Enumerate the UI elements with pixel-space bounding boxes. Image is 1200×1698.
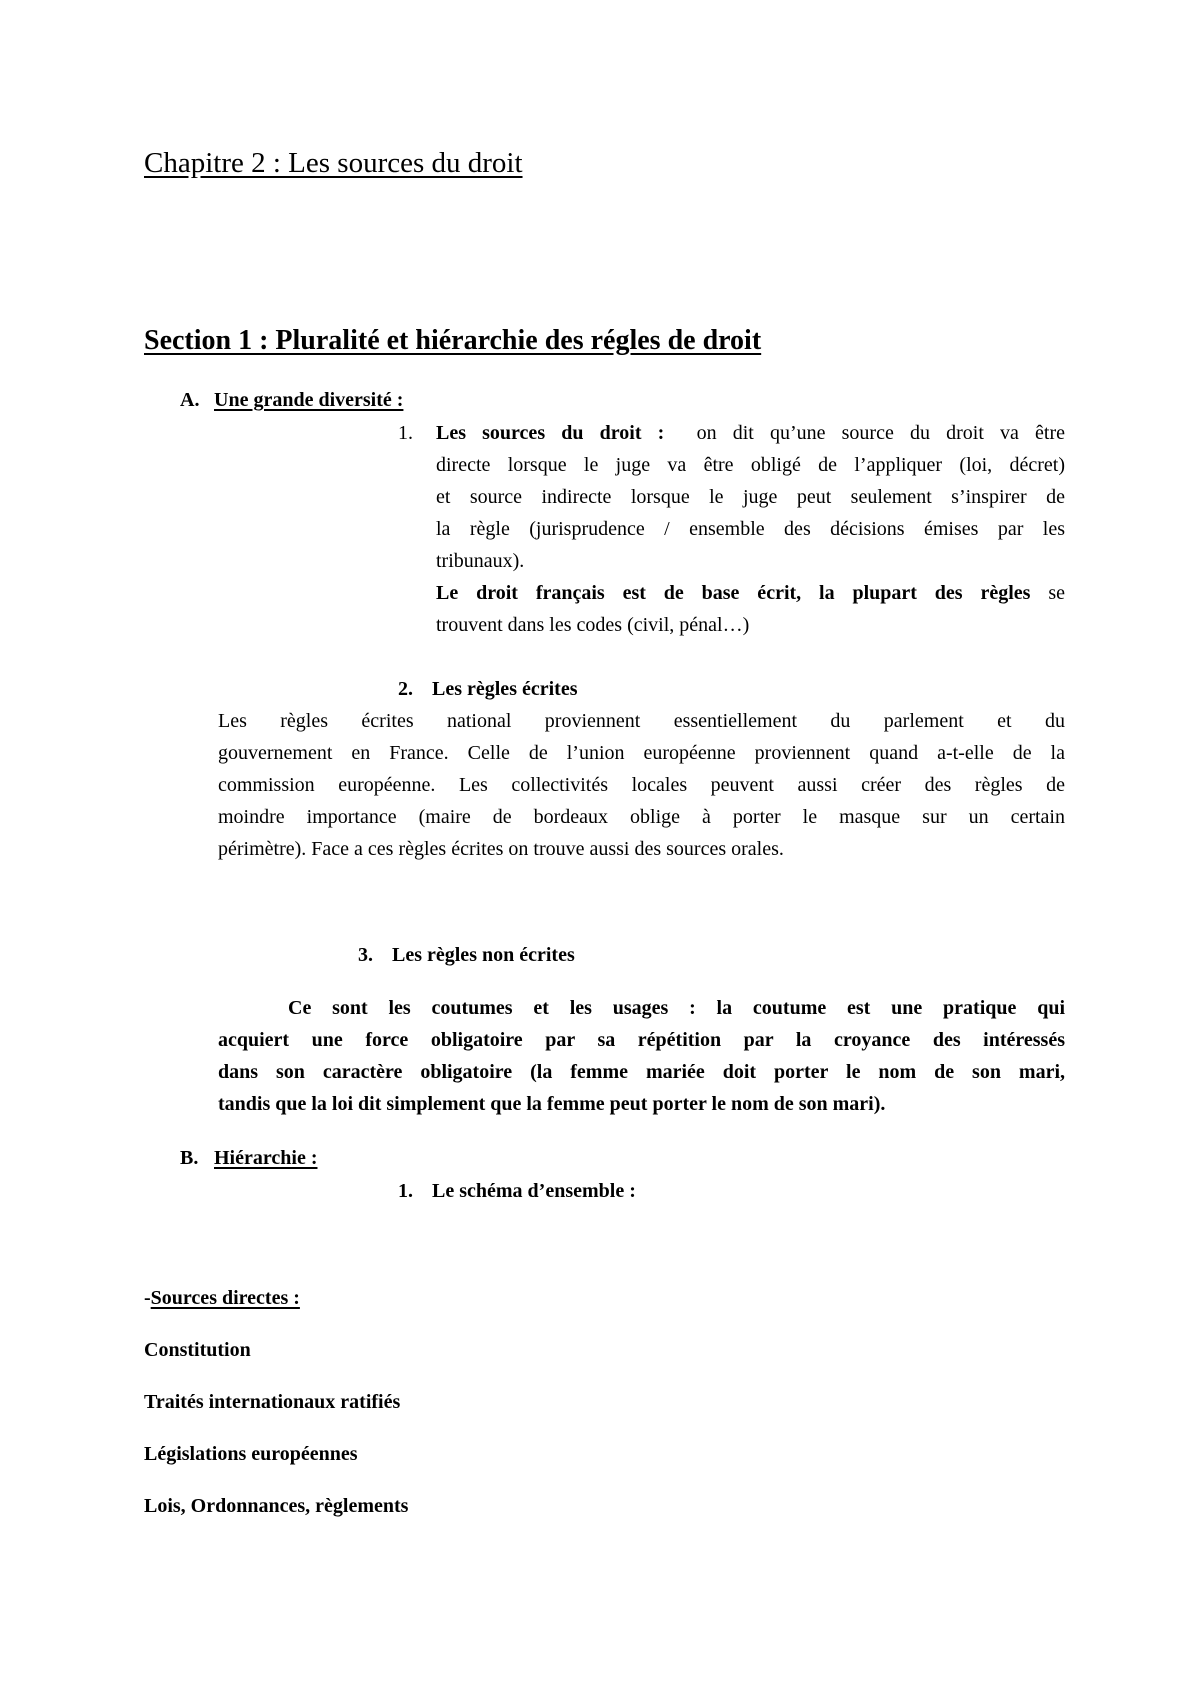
item-2-line: commission européenne. Les collectivités locales peuvent aussi créer des règles de <box>218 774 1065 796</box>
item-2-line: gouvernement en France. Celle de l’union européenne proviennent quand a-t-elle de la <box>218 742 1065 764</box>
part-b-heading <box>180 1142 317 1174</box>
item-1-line: tribunaux). <box>436 550 525 572</box>
part-b-title: Hiérarchie : <box>214 1147 318 1169</box>
item-2-line: Les règles écrites national proviennent essentiellement du parlement et du <box>218 710 1065 732</box>
item-3-line: Ce sont les coutumes et les usages : la coutume est une pratique qui <box>288 997 1065 1019</box>
sources-directes-title: Sources directes : <box>150 1287 300 1309</box>
item-b1-title: Le schéma d’ensemble : <box>432 1180 636 1202</box>
item-1-line: directe lorsque le juge va être obligé de l’appliquer (loi, décret) <box>436 454 1065 476</box>
item-1-bold-lead: Les sources du droit : <box>436 422 665 444</box>
item-b1-marker: 1. <box>398 1180 413 1202</box>
sources-directes-dash: - <box>144 1287 151 1309</box>
item-2-body <box>218 705 1065 865</box>
item-1-bold-sentence: Le droit français est de base écrit, la plupart des règles <box>436 582 1031 604</box>
section-title: Section 1 : Pluralité et hiérarchie des régles de droit <box>144 325 762 356</box>
part-a-marker: A. <box>180 389 200 411</box>
item-3-title: Les règles non écrites <box>392 944 575 966</box>
item-1-line: et source indirecte lorsque le juge peut seulement s’inspirer de <box>436 486 1065 508</box>
item-3-line: acquiert une force obligatoire par sa répétition par la croyance des intéressés <box>218 1029 1065 1051</box>
sources-directes-item: Traités internationaux ratifiés <box>144 1391 401 1413</box>
item-1-marker: 1. <box>398 422 413 444</box>
item-3-line: dans son caractère obligatoire (la femme mariée doit porter le nom de son mari, <box>218 1061 1065 1083</box>
item-1-line: Les sources du droit : on dit qu’une source du droit va être <box>436 422 1065 444</box>
sources-directes-item: Constitution <box>144 1339 251 1361</box>
item-1-line: Le droit français est de base écrit, la plupart des règles se <box>436 582 1065 604</box>
part-b-marker: B. <box>180 1147 199 1169</box>
item-3-heading <box>358 939 575 971</box>
item-2-line: moindre importance (maire de bordeaux oblige à porter le masque sur un certain <box>218 806 1065 828</box>
item-3-marker: 3. <box>358 944 373 966</box>
item-2-heading <box>398 673 577 705</box>
item-2-marker: 2. <box>398 678 413 700</box>
item-1-line: la règle (jurisprudence / ensemble des décisions émises par les <box>436 518 1065 540</box>
sources-directes-heading <box>144 1282 300 1314</box>
sources-directes-item: Lois, Ordonnances, règlements <box>144 1495 409 1517</box>
item-2-title: Les règles écrites <box>432 678 578 700</box>
item-1-body <box>436 417 1065 641</box>
item-3-line: tandis que la loi dit simplement que la femme peut porter le nom de son mari). <box>218 1093 886 1115</box>
chapter-title: Chapitre 2 : Les sources du droit <box>144 147 523 179</box>
item-1-line: trouvent dans les codes (civil, pénal…) <box>436 614 750 636</box>
item-b1-heading <box>398 1175 636 1207</box>
item-2-line: périmètre). Face a ces règles écrites on trouve aussi des sources orales. <box>218 838 784 860</box>
item-3-body <box>218 992 1065 1120</box>
part-a-title: Une grande diversité : <box>214 389 404 411</box>
part-a-heading <box>180 384 403 416</box>
sources-directes-item: Législations européennes <box>144 1443 358 1465</box>
